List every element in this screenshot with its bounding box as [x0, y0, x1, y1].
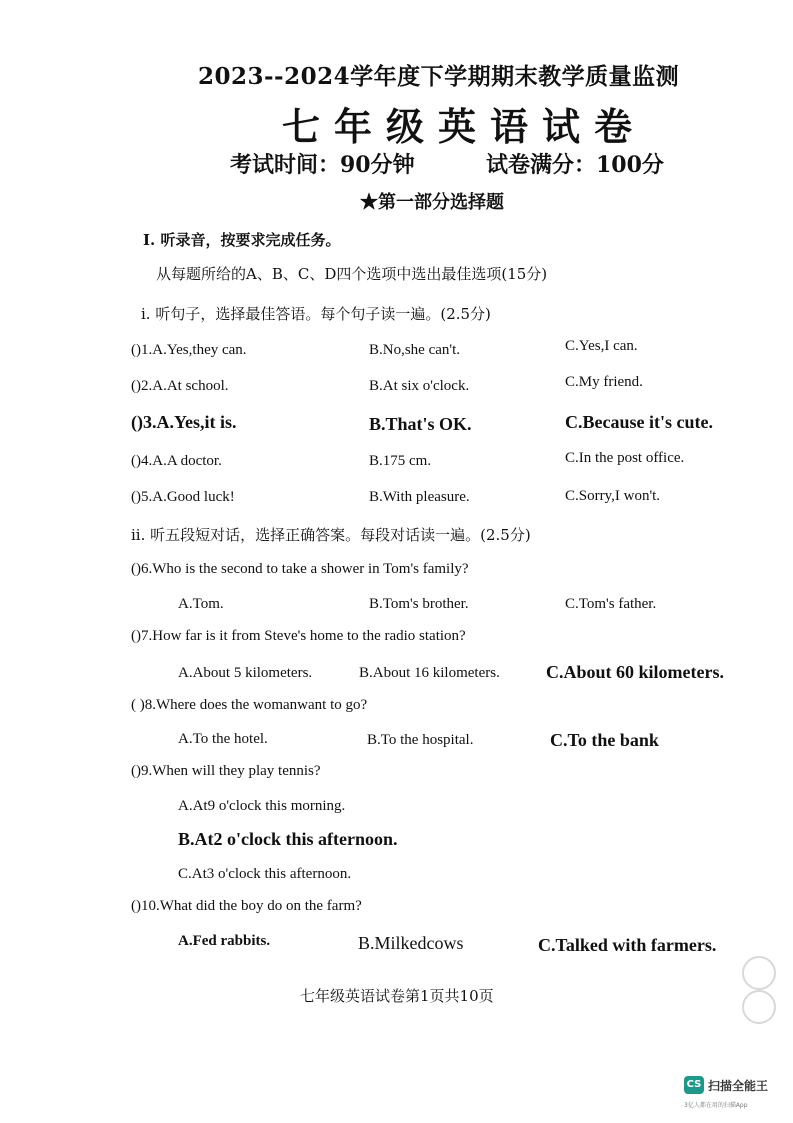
page-footer: 七年级英语试卷第1页共10页: [300, 987, 494, 1005]
q8-option-c: C.To the bank: [550, 730, 659, 750]
q7-option-c: C.About 60 kilometers.: [546, 662, 724, 682]
binder-hole-icon: [742, 990, 776, 1024]
scanner-tagline: 3亿人都在用的扫描App: [684, 1102, 748, 1109]
q4-option-c: C.In the post office.: [565, 450, 685, 466]
q8-stem: ( )8.Where does the womanwant to go?: [131, 697, 368, 713]
q1-option-b: B.No,she can't.: [369, 342, 461, 358]
q6-option-a: A.Tom.: [178, 596, 224, 612]
q9-option-c: C.At3 o'clock this afternoon.: [178, 866, 352, 882]
cs-logo-icon: CS: [684, 1076, 704, 1094]
section-heading: I. 听录音，按要求完成任务。: [143, 231, 341, 249]
q5-option-a: ()5.A.Good luck!: [131, 489, 235, 505]
q5-option-c: C.Sorry,I won't.: [565, 488, 661, 504]
q10-option-c: C.Talked with farmers.: [538, 935, 717, 955]
q2-option-a: ()2.A.At school.: [131, 378, 229, 394]
part-title: ★第一部分选择题: [360, 192, 504, 213]
q7-stem: ()7.How far is it from Steve's home to the radio station?: [131, 628, 466, 644]
q10-option-b: B.Milkedcows: [358, 933, 464, 953]
q3-option-b: B.That's OK.: [369, 414, 472, 434]
q5-option-b: B.With pleasure.: [369, 489, 470, 505]
exam-time: 考试时间：90分钟: [230, 152, 415, 178]
q9-stem: ()9.When will they play tennis?: [131, 763, 321, 779]
part-i-instruction: i. 听句子，选择最佳答语。每个句子读一遍。(2.5分): [141, 305, 491, 323]
exam-subject-title: 七年级英语试卷: [282, 104, 647, 149]
q3-option-a: ()3.A.Yes,it is.: [131, 412, 237, 432]
q9-option-b: B.At2 o'clock this afternoon.: [178, 829, 398, 849]
q6-option-b: B.Tom's brother.: [369, 596, 469, 612]
q6-option-c: C.Tom's father.: [565, 596, 657, 612]
q4-option-b: B.175 cm.: [369, 453, 432, 469]
q7-option-b: B.About 16 kilometers.: [359, 665, 500, 681]
q10-stem: ()10.What did the boy do on the farm?: [131, 898, 362, 914]
q7-option-a: A.About 5 kilometers.: [178, 665, 313, 681]
q1-option-a: ()1.A.Yes,they can.: [131, 342, 247, 358]
section-instruction: 从每题所给的A、B、C、D四个选项中选出最佳选项(15分): [156, 265, 548, 283]
q2-option-b: B.At six o'clock.: [369, 378, 470, 394]
q8-option-b: B.To the hospital.: [367, 732, 474, 748]
scanner-brand: 扫描全能王: [708, 1079, 769, 1093]
part-ii-instruction: ii. 听五段短对话，选择正确答案。每段对话读一遍。(2.5分): [131, 526, 531, 544]
q9-option-a: A.At9 o'clock this morning.: [178, 798, 346, 814]
q1-option-c: C.Yes,I can.: [565, 338, 638, 354]
q3-option-c: C.Because it's cute.: [565, 412, 713, 432]
q2-option-c: C.My friend.: [565, 374, 643, 390]
q10-option-a: A.Fed rabbits.: [178, 933, 271, 949]
q8-option-a: A.To the hotel.: [178, 731, 268, 747]
q4-option-a: ()4.A.A doctor.: [131, 453, 222, 469]
binder-hole-icon: [742, 956, 776, 990]
exam-header-title: 2023--2024学年度下学期期末教学质量监测: [198, 63, 680, 90]
q6-stem: ()6.Who is the second to take a shower in Tom's family?: [131, 561, 469, 577]
exam-full-score: 试卷满分：100分: [486, 152, 664, 178]
